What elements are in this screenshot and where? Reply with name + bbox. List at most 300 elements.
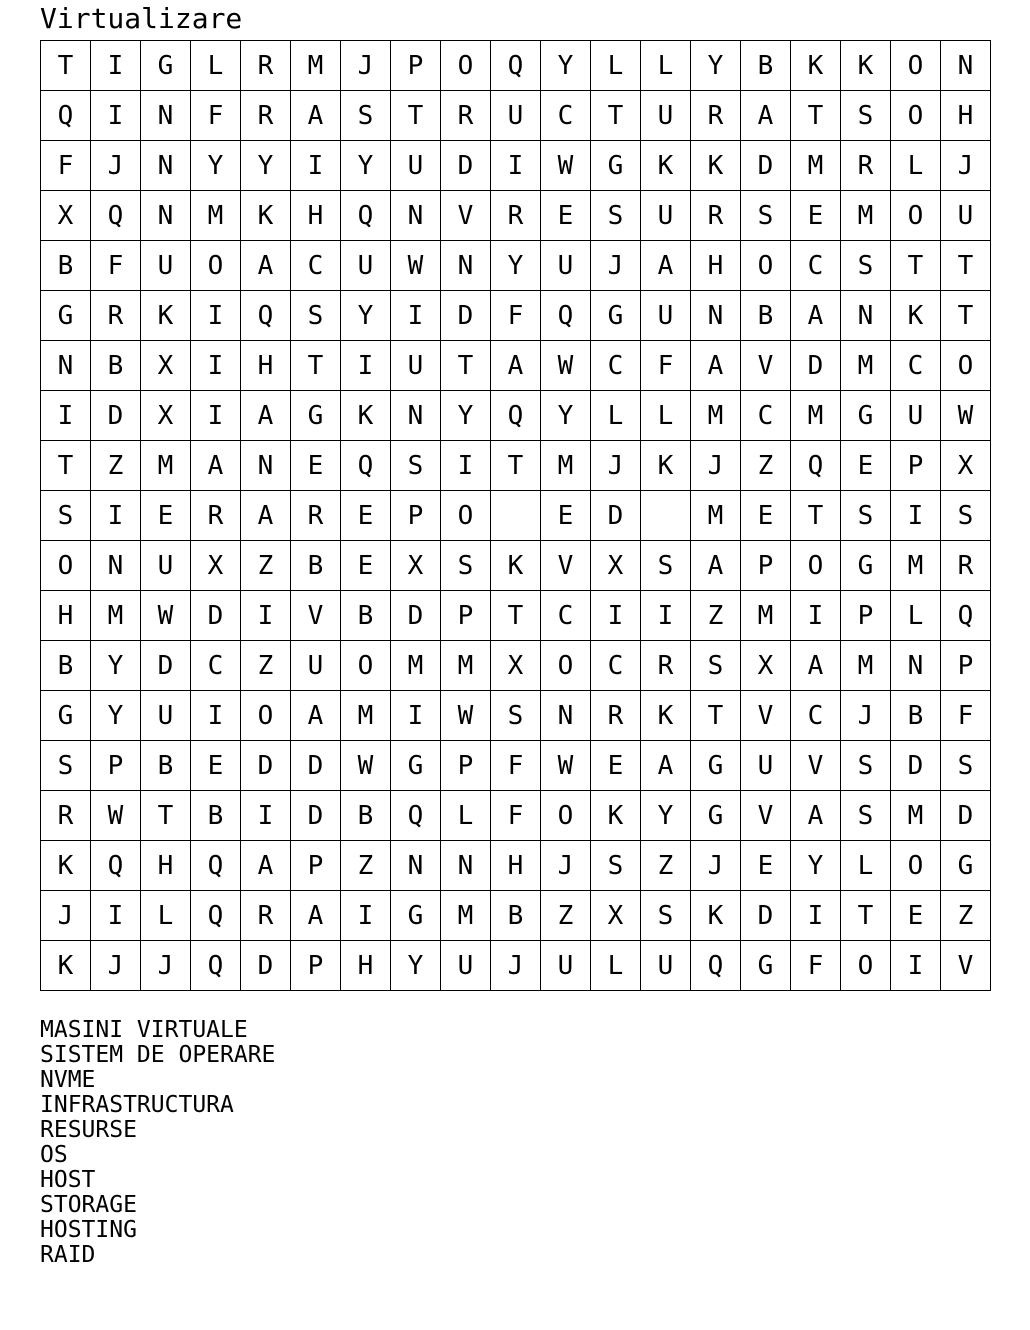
grid-cell: J xyxy=(91,141,141,191)
grid-cell: Y xyxy=(191,141,241,191)
grid-cell: S xyxy=(691,641,741,691)
grid-cell: V xyxy=(741,791,791,841)
word-list xyxy=(40,1018,275,1268)
grid-cell: B xyxy=(41,241,91,291)
grid-cell: X xyxy=(191,541,241,591)
grid-cell: E xyxy=(141,491,191,541)
grid-cell: M xyxy=(91,591,141,641)
grid-cell: F xyxy=(491,291,541,341)
grid-cell: M xyxy=(541,441,591,491)
grid-cell: U xyxy=(141,691,191,741)
grid-cell: J xyxy=(341,41,391,91)
grid-cell: F xyxy=(941,691,991,741)
grid-cell: I xyxy=(491,141,541,191)
grid-cell: E xyxy=(541,491,591,541)
grid-cell: D xyxy=(191,591,241,641)
grid-cell: K xyxy=(141,291,191,341)
grid-cell: I xyxy=(791,891,841,941)
grid-cell: I xyxy=(641,591,691,641)
grid-cell: I xyxy=(191,391,241,441)
grid-cell: H xyxy=(241,341,291,391)
grid-cell: M xyxy=(691,491,741,541)
grid-cell: W xyxy=(141,591,191,641)
grid-cell: C xyxy=(891,341,941,391)
grid-cell: M xyxy=(441,641,491,691)
grid-cell: Q xyxy=(341,441,391,491)
grid-cell: Z xyxy=(341,841,391,891)
grid-cell: U xyxy=(641,291,691,341)
grid-cell: I xyxy=(191,691,241,741)
grid-cell: Q xyxy=(941,591,991,641)
grid-cell: U xyxy=(541,941,591,991)
grid-cell: K xyxy=(841,41,891,91)
grid-cell: Q xyxy=(341,191,391,241)
grid-cell: X xyxy=(141,391,191,441)
grid-cell: T xyxy=(691,691,741,741)
grid-cell: T xyxy=(791,91,841,141)
grid-cell: S xyxy=(591,191,641,241)
grid-cell: Y xyxy=(791,841,841,891)
grid-cell: Q xyxy=(41,91,91,141)
grid-cell: Q xyxy=(491,391,541,441)
grid-cell: B xyxy=(491,891,541,941)
grid-cell: K xyxy=(641,141,691,191)
grid-cell: T xyxy=(441,341,491,391)
grid-cell: R xyxy=(641,641,691,691)
grid-cell: R xyxy=(591,691,641,741)
grid-cell: P xyxy=(441,591,491,641)
grid-cell: B xyxy=(341,591,391,641)
grid-cell: G xyxy=(841,391,891,441)
grid-cell: I xyxy=(891,941,941,991)
grid-cell: Y xyxy=(541,41,591,91)
grid-cell: F xyxy=(641,341,691,391)
grid-cell: W xyxy=(91,791,141,841)
grid-cell: D xyxy=(91,391,141,441)
grid-cell: O xyxy=(891,191,941,241)
grid-cell: R xyxy=(691,91,741,141)
grid-cell: E xyxy=(341,491,391,541)
grid-cell: Z xyxy=(941,891,991,941)
grid-cell: W xyxy=(541,141,591,191)
grid-cell: F xyxy=(491,741,541,791)
grid-cell: W xyxy=(341,741,391,791)
grid-cell: S xyxy=(841,741,891,791)
grid-cell: Q xyxy=(791,441,841,491)
grid-cell: G xyxy=(841,541,891,591)
grid-cell: F xyxy=(41,141,91,191)
word-list-item: STORAGE xyxy=(40,1192,137,1218)
grid-cell: X xyxy=(41,191,91,241)
grid-cell: I xyxy=(41,391,91,441)
grid-cell: J xyxy=(541,841,591,891)
grid-cell: I xyxy=(341,891,391,941)
grid-cell: N xyxy=(141,141,191,191)
grid-cell: Y xyxy=(391,941,441,991)
grid-cell: J xyxy=(941,141,991,191)
grid-cell: Z xyxy=(241,641,291,691)
grid-cell: A xyxy=(241,241,291,291)
grid-cell: H xyxy=(291,191,341,241)
grid-cell: W xyxy=(441,691,491,741)
grid-cell: B xyxy=(291,541,341,591)
grid-cell: H xyxy=(491,841,541,891)
grid-cell: R xyxy=(941,541,991,591)
grid-cell: E xyxy=(741,491,791,541)
grid-cell: D xyxy=(241,741,291,791)
grid-cell: D xyxy=(941,791,991,841)
grid-cell: X xyxy=(591,541,641,591)
grid-cell: O xyxy=(341,641,391,691)
grid-cell: N xyxy=(241,441,291,491)
word-list-item: SISTEM DE OPERARE xyxy=(40,1042,276,1068)
grid-cell: W xyxy=(541,341,591,391)
grid-cell: Z xyxy=(691,591,741,641)
grid-cell: I xyxy=(91,91,141,141)
grid-cell: U xyxy=(641,91,691,141)
grid-cell: S xyxy=(291,291,341,341)
grid-cell: E xyxy=(741,841,791,891)
grid-cell: J xyxy=(491,941,541,991)
grid-cell: D xyxy=(791,341,841,391)
grid-cell: A xyxy=(791,291,841,341)
grid-cell: M xyxy=(391,641,441,691)
grid-cell: I xyxy=(241,791,291,841)
grid-cell: Q xyxy=(491,41,541,91)
word-list-item: MASINI VIRTUALE xyxy=(40,1017,248,1043)
grid-cell: C xyxy=(791,241,841,291)
letter-grid xyxy=(40,40,991,991)
grid-cell: P xyxy=(941,641,991,691)
grid-cell: K xyxy=(891,291,941,341)
grid-cell: T xyxy=(41,441,91,491)
grid-cell: O xyxy=(441,491,491,541)
grid-cell: Q xyxy=(191,841,241,891)
grid-cell: P xyxy=(891,441,941,491)
grid-cell: Q xyxy=(91,191,141,241)
word-list-item: OS xyxy=(40,1142,68,1168)
grid-cell: T xyxy=(141,791,191,841)
grid-cell: S xyxy=(391,441,441,491)
grid-cell: J xyxy=(41,891,91,941)
grid-cell: G xyxy=(391,891,441,941)
grid-cell: V xyxy=(441,191,491,241)
grid-cell: L xyxy=(641,391,691,441)
grid-cell: L xyxy=(591,941,641,991)
grid-cell: B xyxy=(91,341,141,391)
grid-cell: M xyxy=(691,391,741,441)
grid-cell: L xyxy=(591,391,641,441)
grid-cell: U xyxy=(341,241,391,291)
word-list-item: INFRASTRUCTURA xyxy=(40,1092,234,1118)
grid-cell xyxy=(641,491,691,541)
grid-cell: U xyxy=(391,141,441,191)
grid-cell: R xyxy=(491,191,541,241)
grid-cell: U xyxy=(491,91,541,141)
grid-cell: E xyxy=(841,441,891,491)
grid-cell: F xyxy=(791,941,841,991)
grid-cell: Y xyxy=(491,241,541,291)
grid-cell: I xyxy=(441,441,491,491)
grid-cell: M xyxy=(891,791,941,841)
grid-cell: Q xyxy=(91,841,141,891)
grid-cell: K xyxy=(341,391,391,441)
grid-cell: M xyxy=(891,541,941,591)
grid-cell: I xyxy=(391,691,441,741)
grid-cell: O xyxy=(741,241,791,291)
grid-cell: I xyxy=(891,491,941,541)
grid-cell: K xyxy=(691,891,741,941)
grid-cell: F xyxy=(491,791,541,841)
grid-cell: Y xyxy=(241,141,291,191)
grid-cell: J xyxy=(841,691,891,741)
grid-cell: N xyxy=(391,391,441,441)
grid-cell: D xyxy=(291,741,341,791)
grid-cell: R xyxy=(91,291,141,341)
grid-cell: U xyxy=(741,741,791,791)
grid-cell: A xyxy=(241,841,291,891)
grid-cell: T xyxy=(591,91,641,141)
grid-cell: N xyxy=(91,541,141,591)
grid-cell: G xyxy=(691,791,741,841)
grid-cell: Y xyxy=(541,391,591,441)
grid-cell: Q xyxy=(541,291,591,341)
grid-cell: I xyxy=(341,341,391,391)
grid-cell: D xyxy=(441,291,491,341)
grid-cell: G xyxy=(291,391,341,441)
grid-cell: V xyxy=(941,941,991,991)
grid-cell: Y xyxy=(91,641,141,691)
grid-cell: S xyxy=(641,891,691,941)
grid-cell: I xyxy=(241,591,291,641)
grid-cell: M xyxy=(291,41,341,91)
grid-cell: V xyxy=(791,741,841,791)
grid-cell: C xyxy=(191,641,241,691)
grid-cell: P xyxy=(441,741,491,791)
grid-cell: D xyxy=(591,491,641,541)
grid-cell: N xyxy=(391,841,441,891)
grid-cell: T xyxy=(841,891,891,941)
grid-cell: N xyxy=(441,241,491,291)
grid-cell: U xyxy=(291,641,341,691)
grid-cell: E xyxy=(591,741,641,791)
grid-cell: T xyxy=(291,341,341,391)
grid-cell: R xyxy=(691,191,741,241)
grid-cell: G xyxy=(41,691,91,741)
grid-cell: U xyxy=(141,241,191,291)
grid-cell: S xyxy=(841,241,891,291)
grid-cell: O xyxy=(791,541,841,591)
grid-cell: D xyxy=(141,641,191,691)
grid-cell: P xyxy=(741,541,791,591)
grid-cell: A xyxy=(691,341,741,391)
grid-cell: G xyxy=(41,291,91,341)
grid-cell: C xyxy=(741,391,791,441)
grid-cell: G xyxy=(691,741,741,791)
grid-cell: O xyxy=(41,541,91,591)
grid-cell: U xyxy=(541,241,591,291)
grid-cell: J xyxy=(91,941,141,991)
grid-cell: G xyxy=(391,741,441,791)
grid-cell: P xyxy=(841,591,891,641)
grid-cell: S xyxy=(941,491,991,541)
grid-cell: P xyxy=(391,41,441,91)
grid-cell: J xyxy=(591,241,641,291)
grid-cell: A xyxy=(291,691,341,741)
grid-cell: N xyxy=(691,291,741,341)
grid-cell: R xyxy=(41,791,91,841)
grid-cell: X xyxy=(941,441,991,491)
grid-cell: R xyxy=(241,891,291,941)
grid-cell: C xyxy=(591,641,641,691)
grid-cell: E xyxy=(541,191,591,241)
grid-cell: A xyxy=(241,491,291,541)
grid-cell: N xyxy=(841,291,891,341)
grid-cell: G xyxy=(591,291,641,341)
grid-cell: T xyxy=(391,91,441,141)
grid-cell: B xyxy=(741,291,791,341)
grid-cell: S xyxy=(441,541,491,591)
grid-cell: J xyxy=(591,441,641,491)
grid-cell: T xyxy=(41,41,91,91)
grid-cell: S xyxy=(641,541,691,591)
grid-cell: A xyxy=(791,791,841,841)
grid-cell: O xyxy=(891,91,941,141)
grid-cell: P xyxy=(391,491,441,541)
word-list-item: RAID xyxy=(40,1242,96,1268)
grid-cell: V xyxy=(741,341,791,391)
grid-cell: G xyxy=(141,41,191,91)
grid-cell: B xyxy=(191,791,241,841)
grid-cell: A xyxy=(641,241,691,291)
grid-cell: L xyxy=(891,141,941,191)
grid-cell: P xyxy=(91,741,141,791)
grid-cell: U xyxy=(441,941,491,991)
grid-cell: K xyxy=(791,41,841,91)
grid-cell: N xyxy=(141,91,191,141)
grid-cell: K xyxy=(641,441,691,491)
grid-cell: X xyxy=(391,541,441,591)
grid-cell: O xyxy=(891,41,941,91)
grid-cell: H xyxy=(341,941,391,991)
grid-cell: L xyxy=(641,41,691,91)
grid-cell: Y xyxy=(641,791,691,841)
grid-cell: L xyxy=(441,791,491,841)
grid-cell: O xyxy=(541,641,591,691)
grid-cell: W xyxy=(541,741,591,791)
grid-cell: V xyxy=(291,591,341,641)
grid-cell: I xyxy=(791,591,841,641)
grid-cell: L xyxy=(591,41,641,91)
grid-cell: U xyxy=(891,391,941,441)
grid-cell: X xyxy=(491,641,541,691)
grid-cell: U xyxy=(141,541,191,591)
grid-cell: L xyxy=(891,591,941,641)
grid-cell: M xyxy=(791,391,841,441)
grid-cell: N xyxy=(941,41,991,91)
grid-cell: D xyxy=(241,941,291,991)
puzzle-title: Virtualizare xyxy=(40,2,243,35)
grid-cell: H xyxy=(41,591,91,641)
grid-cell: S xyxy=(41,491,91,541)
grid-cell: N xyxy=(541,691,591,741)
grid-cell: E xyxy=(191,741,241,791)
grid-cell: L xyxy=(191,41,241,91)
grid-cell: I xyxy=(91,41,141,91)
grid-cell: T xyxy=(491,591,541,641)
grid-cell: M xyxy=(841,341,891,391)
grid-cell: V xyxy=(741,691,791,741)
word-list-item: NVME xyxy=(40,1067,96,1093)
grid-cell: M xyxy=(841,191,891,241)
grid-cell: U xyxy=(941,191,991,241)
grid-cell: Z xyxy=(241,541,291,591)
grid-cell: O xyxy=(241,691,291,741)
grid-cell: I xyxy=(91,891,141,941)
grid-cell: N xyxy=(441,841,491,891)
grid-cell: F xyxy=(91,241,141,291)
grid-cell: I xyxy=(391,291,441,341)
grid-cell: G xyxy=(741,941,791,991)
grid-cell: A xyxy=(691,541,741,591)
grid-cell: T xyxy=(941,241,991,291)
grid-cell: A xyxy=(291,891,341,941)
grid-cell: Y xyxy=(341,291,391,341)
grid-cell: I xyxy=(591,591,641,641)
grid-cell: X xyxy=(141,341,191,391)
grid-cell: K xyxy=(641,691,691,741)
grid-cell: A xyxy=(241,391,291,441)
grid-cell: O xyxy=(891,841,941,891)
grid-cell: W xyxy=(941,391,991,441)
grid-cell: P xyxy=(291,841,341,891)
grid-cell: R xyxy=(441,91,491,141)
grid-cell: Z xyxy=(91,441,141,491)
grid-cell: B xyxy=(741,41,791,91)
grid-cell: T xyxy=(791,491,841,541)
grid-cell: K xyxy=(491,541,541,591)
grid-cell: D xyxy=(741,891,791,941)
grid-cell: Q xyxy=(191,891,241,941)
grid-cell: N xyxy=(41,341,91,391)
word-list-item: RESURSE xyxy=(40,1117,137,1143)
grid-cell: B xyxy=(141,741,191,791)
grid-cell: U xyxy=(641,191,691,241)
grid-cell: B xyxy=(891,691,941,741)
grid-cell: V xyxy=(541,541,591,591)
grid-cell: M xyxy=(191,191,241,241)
grid-cell: L xyxy=(141,891,191,941)
grid-cell: Y xyxy=(91,691,141,741)
grid-cell: T xyxy=(941,291,991,341)
grid-cell: O xyxy=(541,791,591,841)
grid-cell: J xyxy=(141,941,191,991)
grid-cell: Y xyxy=(691,41,741,91)
grid-cell: K xyxy=(691,141,741,191)
grid-cell: R xyxy=(291,491,341,541)
grid-cell: O xyxy=(441,41,491,91)
grid-cell: K xyxy=(41,941,91,991)
grid-cell: D xyxy=(291,791,341,841)
grid-cell: A xyxy=(641,741,691,791)
grid-cell: D xyxy=(741,141,791,191)
grid-cell xyxy=(491,491,541,541)
grid-cell: P xyxy=(291,941,341,991)
grid-cell: S xyxy=(591,841,641,891)
grid-cell: E xyxy=(291,441,341,491)
grid-cell: R xyxy=(241,91,291,141)
grid-cell: I xyxy=(91,491,141,541)
